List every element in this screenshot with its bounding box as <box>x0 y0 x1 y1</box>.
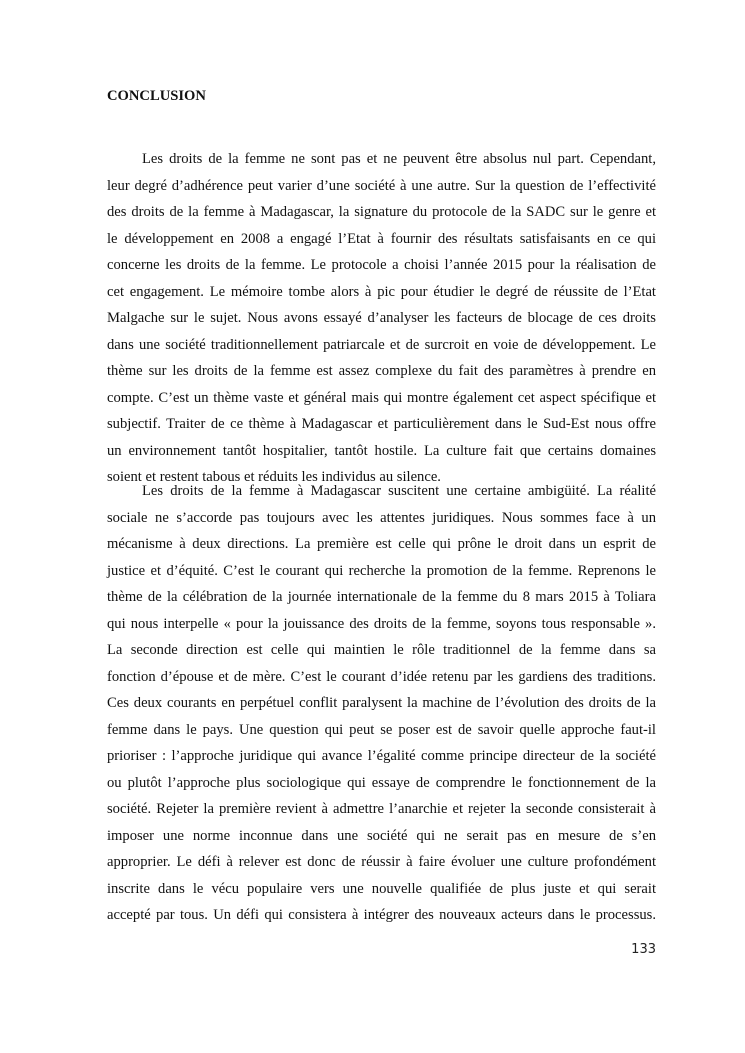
text-line: leur degré d’adhérence peut varier d’une société à une autre. Sur la question de l’effectivité <box>107 177 656 194</box>
text-line: Les droits de la femme ne sont pas et ne peuvent être absolus nul part. Cependant, <box>142 151 656 167</box>
paragraph-2 <box>107 478 656 929</box>
text-line: fonction d’épouse et de mère. C’est le courant d’idée retenu par les gardiens des traditions. <box>107 668 656 685</box>
text-line: thème sur les droits de la femme est assez complexe du fait des paramètres à prendre en <box>107 363 656 379</box>
text-line: ou plutôt l’approche plus sociologique qui essaye de comprendre le fonctionnement de la <box>107 774 656 791</box>
text-line: subjectif. Traiter de ce thème à Madagascar et particulièrement dans le Sud-Est nous offre <box>107 416 656 432</box>
text-line: sociale ne s’accorde pas toujours avec les attentes juridiques. Nous sommes face à un <box>107 509 656 526</box>
text-line: prioriser : l’approche juridique qui avance l’égalité comme principe directeur de la société <box>107 748 656 764</box>
text-line: Malgache sur le sujet. Nous avons essayé d’analyser les facteurs de blocage de ces droits <box>107 310 656 326</box>
text-line: La seconde direction est celle qui maintien le rôle traditionnel de la femme dans sa <box>107 642 656 658</box>
text-line: qui nous interpelle « pour la jouissance des droits de la femme, soyons tous responsable ». <box>107 615 656 632</box>
text-line: société. Rejeter la première revient à admettre l’anarchie et rejeter la seconde consisterait à <box>107 801 656 817</box>
text-line: le développement en 2008 a engagé l’Etat à fournir des résultats satisfaisants en ce qui <box>107 230 656 247</box>
text-line: justice et d’équité. C’est le courant qui recherche la promotion de la femme. Reprenons le <box>107 562 656 579</box>
text-line: cet engagement. Le mémoire tombe alors à pic pour étudier le degré de réussite de l’Etat <box>107 283 656 300</box>
text-line: imposer une norme inconnue dans une société qui ne serait pas en mesure de s’en <box>107 827 656 844</box>
text-line: compte. C’est un thème vaste et général mais qui montre également cet aspect spécifique et <box>107 389 656 406</box>
text-line: soient et restent tabous et réduits les individus au silence. <box>107 469 441 485</box>
text-line: dans une société traditionnellement patriarcale et de surcroit en voie de développement. Le <box>107 336 656 353</box>
text-line: mécanisme à deux directions. La première est celle qui prône le droit dans un esprit de <box>107 536 656 552</box>
text-line: inscrite dans le vécu populaire vers une nouvelle qualifiée de plus juste et qui serait <box>107 880 656 897</box>
text-line: un environnement tantôt hospitalier, tantôt hostile. La culture fait que certains domaines <box>107 442 656 459</box>
text-line: femme dans le pays. Une question qui peut se poser est de savoir quelle approche faut-il <box>107 721 656 738</box>
text-line: accepté par tous. Un défi qui consistera à intégrer des nouveaux acteurs dans le processus. <box>107 907 656 923</box>
text-line: concerne les droits de la femme. Le protocole a choisi l’année 2015 pour la réalisation de <box>107 257 656 273</box>
paragraph-1 <box>107 146 656 491</box>
text-line: approprier. Le défi à relever est donc de réussir à faire évoluer une culture profondément <box>107 854 656 870</box>
text-line: Les droits de la femme à Madagascar suscitent une certaine ambigüité. La réalité <box>142 483 656 499</box>
text-line: des droits de la femme à Madagascar, la signature du protocole de la SADC sur le genre et <box>107 204 656 220</box>
section-heading: CONCLUSION <box>107 88 206 104</box>
text-line: Ces deux courants en perpétuel conflit paralysent la machine de l’évolution des droits de la <box>107 695 656 711</box>
page-number: 133 <box>631 942 656 957</box>
text-line: thème de la célébration de la journée internationale de la femme du 8 mars 2015 à Toliara <box>107 589 656 605</box>
